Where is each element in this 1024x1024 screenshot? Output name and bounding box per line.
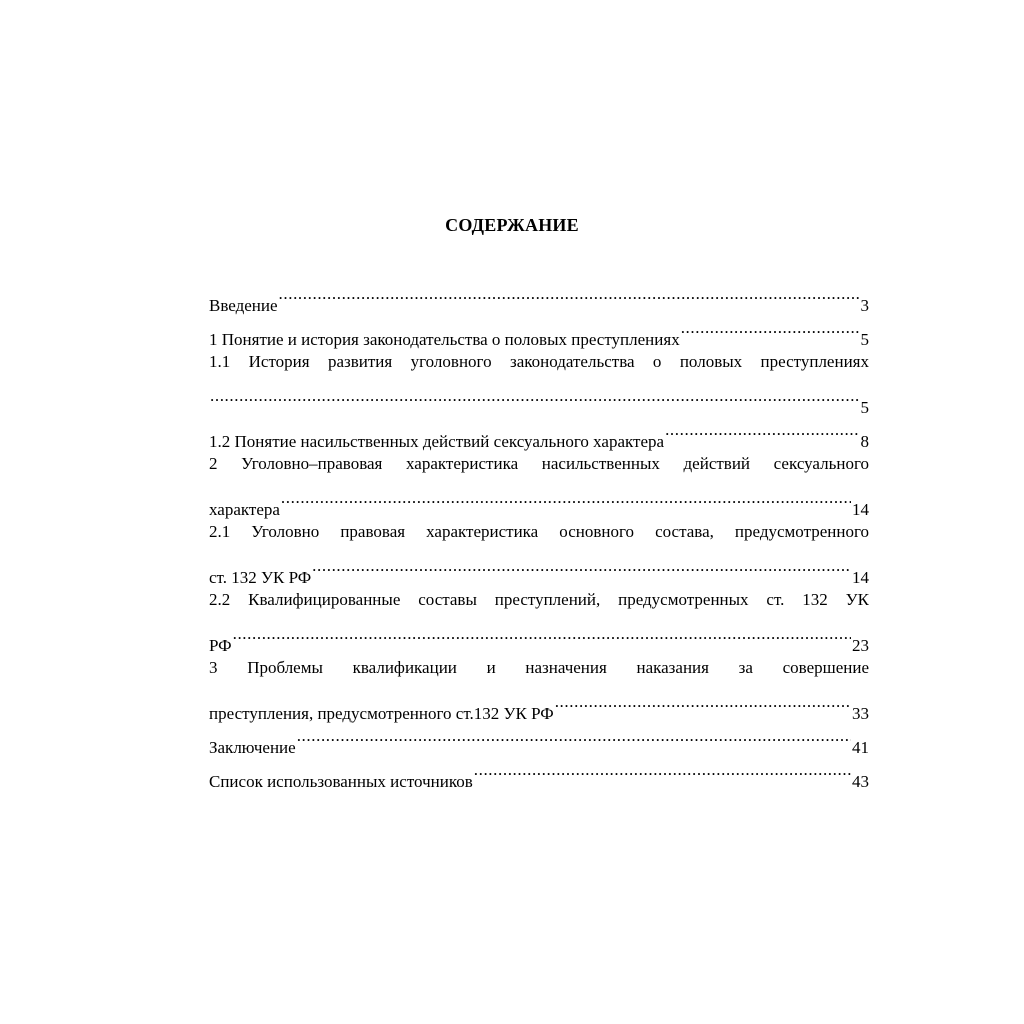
toc-entry-chapter-3-line[interactable]: 3 Проблемы квалификации и назначения наказания за совершение (209, 658, 869, 677)
toc-entry-chapter-2[interactable] (209, 481, 869, 519)
toc-page-number: 43 (852, 772, 869, 791)
dot-leader (210, 379, 860, 413)
toc-page-number: 33 (852, 704, 869, 723)
toc-entry-conclusion[interactable] (209, 719, 869, 757)
toc-page-number: 14 (852, 500, 869, 519)
dot-leader (665, 413, 859, 447)
toc-entry-chapter-2-line[interactable]: 2 Уголовно–правовая характеристика насильственных действий сексуального (209, 454, 869, 473)
toc-entry-intro[interactable] (209, 277, 869, 315)
dot-leader (681, 311, 860, 345)
toc-entry-section-1-1-line[interactable]: 1.1 История развития уголовного законодательства о половых преступлениях (209, 352, 869, 371)
page-title: СОДЕРЖАНИЕ (445, 215, 579, 235)
toc-page-number: 5 (860, 330, 869, 349)
toc-page-number: 14 (852, 568, 869, 587)
toc-page-number: 23 (852, 636, 869, 655)
dot-leader (279, 277, 860, 311)
dot-leader (474, 753, 851, 787)
toc-entry-label: преступления, предусмотренного ст.132 УК РФ (209, 704, 554, 723)
toc-page-number: 8 (860, 432, 869, 451)
toc-entry-sources[interactable] (209, 753, 869, 791)
toc-page-number: 41 (852, 738, 869, 757)
toc-entry-label: РФ (209, 636, 232, 655)
toc-entry-label: характера (209, 500, 280, 519)
table-of-contents (209, 277, 869, 791)
toc-entry-label: 1.2 Понятие насильственных действий сексуального характера (209, 432, 665, 451)
toc-entry-section-1-2[interactable] (209, 413, 869, 451)
toc-entry-label: Заключение (209, 738, 296, 757)
toc-entry-section-1-1[interactable] (209, 379, 869, 417)
dot-leader (297, 719, 851, 753)
toc-page-number: 3 (860, 296, 869, 315)
dot-leader (555, 685, 851, 719)
toc-entry-label: Список использованных источников (209, 772, 473, 791)
toc-entry-section-2-2-line[interactable]: 2.2 Квалифицированные составы преступлений, предусмотренных ст. 132 УК (209, 590, 869, 609)
dot-leader (312, 549, 851, 583)
toc-entry-label: 1 Понятие и история законодательства о половых преступлениях (209, 330, 680, 349)
toc-entry-label: Введение (209, 296, 278, 315)
toc-entry-chapter-1[interactable] (209, 311, 869, 349)
toc-entry-section-2-1-line[interactable]: 2.1 Уголовно правовая характеристика основного состава, предусмотренного (209, 522, 869, 541)
dot-leader (233, 617, 851, 651)
toc-entry-section-2-1[interactable] (209, 549, 869, 587)
toc-entry-section-2-2[interactable] (209, 617, 869, 655)
dot-leader (281, 481, 851, 515)
toc-entry-chapter-3[interactable] (209, 685, 869, 723)
toc-entry-label: ст. 132 УК РФ (209, 568, 312, 587)
toc-page-number: 5 (860, 398, 869, 417)
